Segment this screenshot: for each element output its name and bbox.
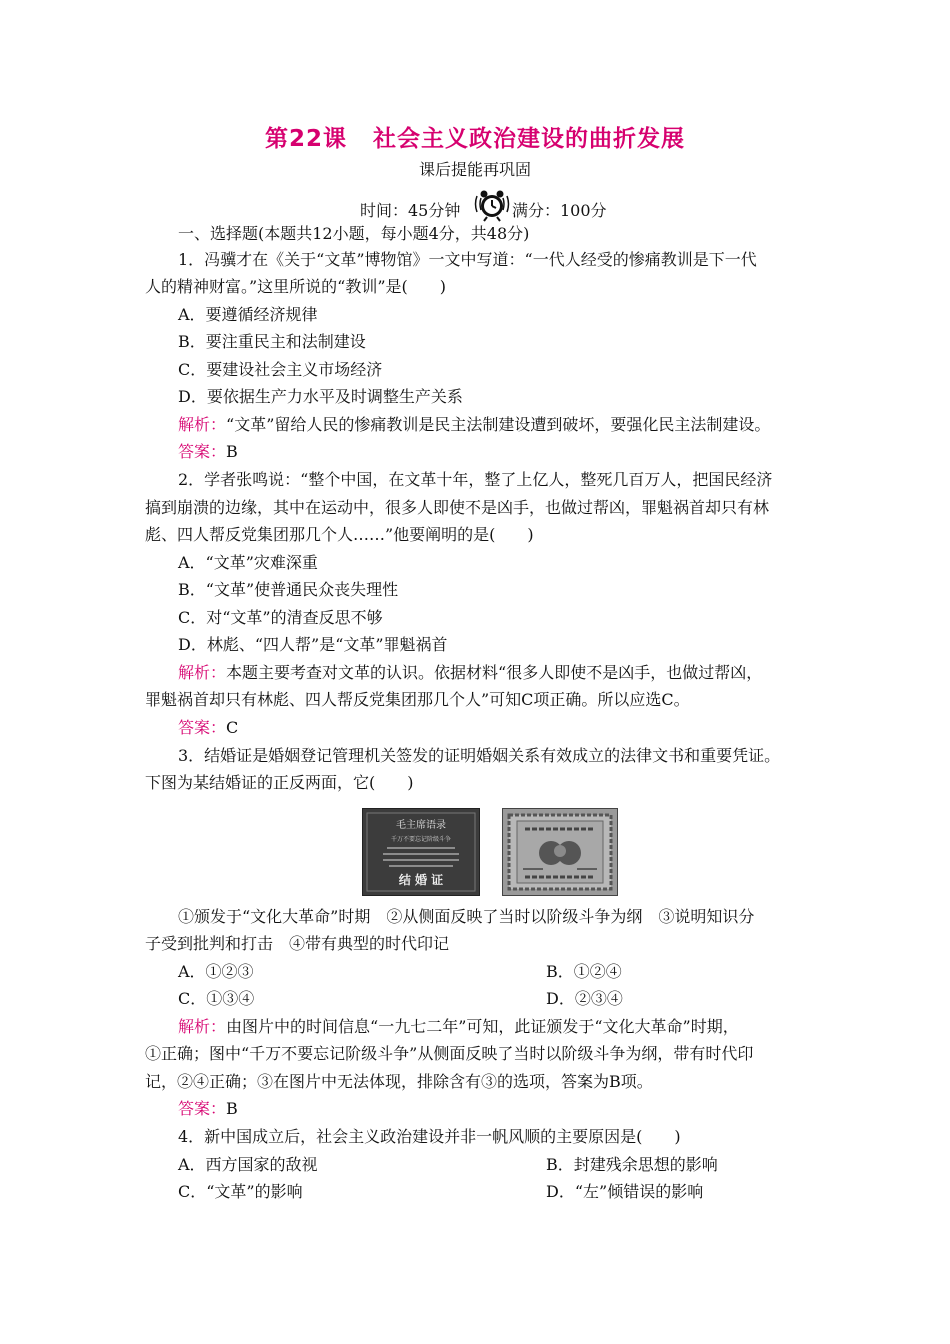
analysis-label: 解析：	[178, 663, 227, 682]
time-label: 时间：45分钟	[360, 201, 461, 220]
page-subtitle: 课后提能再巩固	[418, 160, 531, 179]
q4-stem: 4．新中国成立后，社会主义政治建设并非一帆风顺的主要原因是( )	[178, 1127, 681, 1146]
q2-stem-line1: 2．学者张鸣说：“整个中国，在文革十年，整了上亿人，整死几百万人，把国民经济	[178, 470, 773, 489]
q2-option-a: A．“文革”灾难深重	[178, 553, 318, 572]
cert-quote-text: 千万不要忘记阶级斗争	[390, 836, 452, 843]
q3-analysis-line3: 记，②④正确；③在图片中无法体现，排除含有③的选项，答案为B项。	[145, 1072, 653, 1091]
q3-analysis-line1	[178, 1017, 739, 1037]
q3-option-d: D．②③④	[546, 989, 623, 1008]
q1-option-b: B．要注重民主和法制建设	[178, 332, 366, 351]
analysis-label: 解析：	[178, 415, 227, 434]
q4-option-c: C．“文革”的影响	[178, 1182, 303, 1201]
q2-analysis-line1	[178, 663, 762, 683]
answer-label: 答案：	[178, 718, 227, 737]
q2-stem-line2: 搞到崩溃的边缘，其中在运动中，很多人即使不是凶手，也做过帮凶，罪魁祸首却只有林	[145, 498, 770, 517]
q3-option-c: C．①③④	[178, 989, 255, 1008]
marriage-certificate-back-image	[502, 808, 618, 896]
page-title	[0, 120, 950, 153]
marriage-certificate-front-image	[362, 808, 480, 896]
q2-stem-line3: 彪、四人帮反党集团那几个人……”他要阐明的是( )	[145, 525, 534, 544]
q1-stem-line1: 1．冯骥才在《关于“文革”博物馆》一文中写道：“一代人经受的惨痛教训是下一代	[178, 250, 757, 269]
answer-label: 答案：	[178, 442, 227, 461]
analysis-text: 由图片中的时间信息“一九七二年”可知，此证颁发于“文化大革命”时期，	[226, 1017, 739, 1036]
q1-stem-line2: 人的精神财富。”这里所说的“教训”是( )	[145, 277, 447, 296]
q1-option-d: D．要依据生产力水平及时调整生产关系	[178, 387, 463, 406]
analysis-text: “文革”留给人民的惨痛教训是民主法制建设遭到破坏，要强化民主法制建设。	[226, 415, 771, 434]
section-heading: 一、选择题(本题共12小题，每小题4分，共48分)	[178, 224, 530, 243]
q3-stem-line2: 下图为某结婚证的正反两面，它( )	[145, 773, 414, 792]
q2-option-d: D．林彪、“四人帮”是“文革”罪魁祸首	[178, 635, 448, 654]
q1-analysis	[178, 415, 770, 435]
q3-answer	[178, 1099, 238, 1119]
q4-option-d: D．“左”倾错误的影响	[546, 1182, 704, 1201]
q3-stem-line1: 3．结婚证是婚姻登记管理机关签发的证明婚姻关系有效成立的法律文书和重要凭证。	[178, 746, 781, 765]
analysis-label: 解析：	[178, 1017, 227, 1036]
score-label: 满分：100分	[512, 201, 607, 220]
q2-answer	[178, 718, 238, 738]
q1-option-c: C．要建设社会主义市场经济	[178, 360, 383, 379]
alarm-clock-icon	[472, 186, 512, 222]
q1-answer	[178, 442, 238, 462]
q1-option-a: A．要遵循经济规律	[178, 305, 318, 324]
q2-analysis-line2: 罪魁祸首却只有林彪、四人帮反党集团那几个人”可知C项正确。所以应选C。	[145, 690, 690, 709]
answer-value: B	[226, 1099, 238, 1118]
lesson-number: 第22课	[264, 126, 347, 152]
answer-value: C	[226, 718, 239, 737]
q3-items-line2: 子受到批判和打击 ④带有典型的时代印记	[145, 934, 450, 953]
q4-option-b: B．封建残余思想的影响	[546, 1155, 718, 1174]
time-score-line	[0, 186, 950, 222]
q4-option-a: A．西方国家的敌视	[178, 1155, 318, 1174]
answer-value: B	[226, 442, 238, 461]
q3-option-a: A．①②③	[178, 962, 254, 981]
q3-items-line1: ①颁发于“文化大革命”时期 ②从侧面反映了当时以阶级斗争为纲 ③说明知识分	[178, 907, 755, 926]
q3-analysis-line2: ①正确；图中“千万不要忘记阶级斗争”从侧面反映了当时以阶级斗争为纲，带有时代印	[145, 1044, 754, 1063]
q3-option-b: B．①②④	[546, 962, 622, 981]
q2-option-b: B．“文革”使普通民众丧失理性	[178, 580, 399, 599]
answer-label: 答案：	[178, 1099, 227, 1118]
cert-quote-heading: 毛主席语录	[396, 820, 446, 831]
lesson-topic: 社会主义政治建设的曲折发展	[373, 126, 685, 152]
cert-title: 结 婚 证	[398, 873, 444, 887]
q2-option-c: C．对“文革”的清查反思不够	[178, 608, 383, 627]
analysis-text: 本题主要考查对文革的认识。依据材料“很多人即使不是凶手，也做过帮凶，	[226, 663, 763, 682]
